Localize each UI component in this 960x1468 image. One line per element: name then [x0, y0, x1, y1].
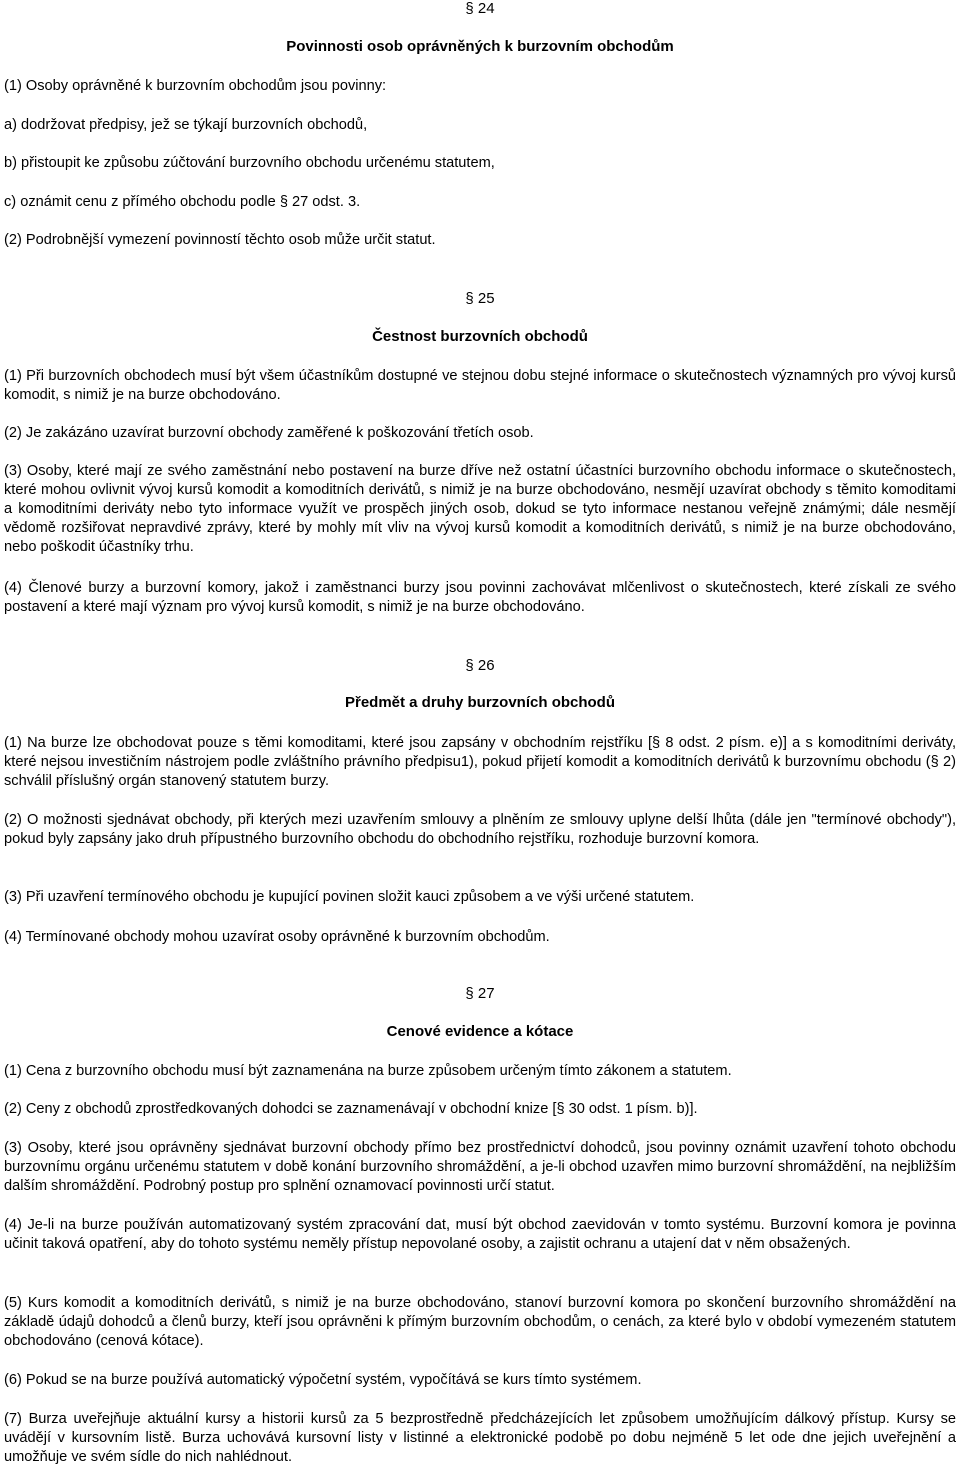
paragraph: (4) Termínované obchody mohou uzavírat osoby oprávněné k burzovním obchodům. [4, 929, 550, 945]
paragraph: (2) O možnosti sjednávat obchody, při kterých mezi uzavřením smlouvy a plněním ze smlouvy uplyne delší lhůta (dále jen "termínové obchody"), pokud byly zapsány jako druh přípustného burzovního obchodu do obchodního rejstříku, rozhoduje burzovní komora. [4, 812, 956, 847]
paragraph: b) přistoupit ke způsobu zúčtování burzovního obchodu určenému statutem, [4, 155, 495, 171]
paragraph: (4) Členové burzy a burzovní komory, jakož i zaměstnanci burzy jsou povinni zachovávat mlčenlivost o skutečnostech, které získali ze svého postavení a které mají význam pro vývoj kursů komodit, s nimiž je na burze obchodováno. [4, 580, 956, 615]
section-number-26: § 26 [465, 657, 495, 674]
section-title-26: Předmět a druhy burzovních obchodů [344, 694, 616, 711]
paragraph: (3) Osoby, které mají ze svého zaměstnání nebo postavení na burze dříve než ostatní účastníci burzovního obchodu informace o skutečnostech, které mohou ovlivnit vývoj kursů komodit a komoditních derivátů, s nimiž je na burze obchodováno, nesmějí uzavírat obchody s těmito komoditami a komoditními deriváty nebo tyto informace využít ve prospěch jiných osob, dokud se tyto informace nestanou veřejně známými; dále nesmějí vědomě rozšiřovat nepravdivé zprávy, které by mohly mít vliv na vývoj kursů komodit a komoditních derivátů, s nimiž je na burze obchodováno, nebo poškodit účastníky trhu. [4, 463, 956, 555]
paragraph: a) dodržovat předpisy, jež se týkají burzovních obchodů, [4, 117, 368, 133]
paragraph: (1) Při burzovních obchodech musí být všem účastníkům dostupné ve stejnou dobu stejné informace o skutečnostech významných pro vývoj kursů komodit, s nimiž je na burze obchodováno. [4, 368, 956, 403]
section-title-24: Povinnosti osob oprávněných k burzovním obchodům [286, 38, 674, 55]
section-title-27: Cenové evidence a kótace [386, 1023, 574, 1040]
paragraph: (7) Burza uveřejňuje aktuální kursy a historii kursů za 5 bezprostředně předcházejících let způsobem umožňujícím dálkový přístup. Kursy se uvádějí v kursovním listě. Burza uchovává kursovní listy v listinné a elektronické podobě po dobu nejméně 5 let ode dne jejich uveřejnění a umožňuje ve svém sídle do nich nahlédnout. [4, 1411, 956, 1465]
section-title-25: Čestnost burzovních obchodů [372, 328, 588, 345]
paragraph: (5) Kurs komodit a komoditních derivátů, s nimiž je na burze obchodováno, stanoví burzovní komora po skončení burzovního shromáždění na základě údajů dohodců a členů burzy, kteří jsou oprávněni k přímým burzovním obchodům, o cenách, za které bylo v období vymezeném statutem obchodováno (cenová kótace). [4, 1295, 956, 1349]
paragraph: c) oznámit cenu z přímého obchodu podle § 27 odst. 3. [4, 194, 361, 210]
paragraph: (2) Je zakázáno uzavírat burzovní obchody zaměřené k poškozování třetích osob. [4, 425, 534, 441]
paragraph: (4) Je-li na burze používán automatizovaný systém zpracování dat, musí být obchod zaevidován v tomto systému. Burzovní komora je povinna učinit taková opatření, aby do tohoto systému neměly přístup nepovolané osoby, a zajistit ochranu a utajení dat v něm obsažených. [4, 1217, 956, 1252]
paragraph: (6) Pokud se na burze používá automatický výpočetní systém, vypočítává se kurs tímto systémem. [4, 1372, 642, 1388]
paragraph: (1) Cena z burzovního obchodu musí být zaznamenána na burze způsobem určeným tímto zákonem a statutem. [4, 1063, 732, 1079]
paragraph: (3) Při uzavření termínového obchodu je kupující povinen složit kauci způsobem a ve výši určené statutem. [4, 889, 695, 905]
section-number-24: § 24 [465, 0, 495, 17]
paragraph: (3) Osoby, které jsou oprávněny sjednávat burzovní obchody přímo bez prostřednictví dohodců, jsou povinny oznámit uzavření tohoto obchodu burzovnímu orgánu určenému statutem v době konání burzovního shromáždění, a je-li obchod uzavřen mimo burzovní shromáždění, na nejbližším dalším shromáždění. Podrobný postup pro splnění oznamovací povinnosti určí statut. [4, 1140, 956, 1194]
paragraph: (1) Osoby oprávněné k burzovním obchodům jsou povinny: [4, 78, 387, 94]
section-number-25: § 25 [465, 290, 495, 307]
paragraph: (2) Podrobnější vymezení povinností těchto osob může určit statut. [4, 232, 436, 248]
section-number-27: § 27 [465, 985, 495, 1002]
paragraph: (1) Na burze lze obchodovat pouze s těmi komoditami, které jsou zapsány v obchodním rejstříku [§ 8 odst. 2 písm. e)] a s komoditními deriváty, které nejsou investičním nástrojem podle zvláštního právního předpisu1), pokud přijetí komodit a komoditních derivátů k burzovnímu obchodu (§ 2) schválil příslušný orgán stanovený statutem burzy. [4, 735, 956, 789]
paragraph: (2) Ceny z obchodů zprostředkovaných dohodci se zaznamenávají v obchodní knize [§ 30 odst. 1 písm. b)]. [4, 1101, 698, 1117]
